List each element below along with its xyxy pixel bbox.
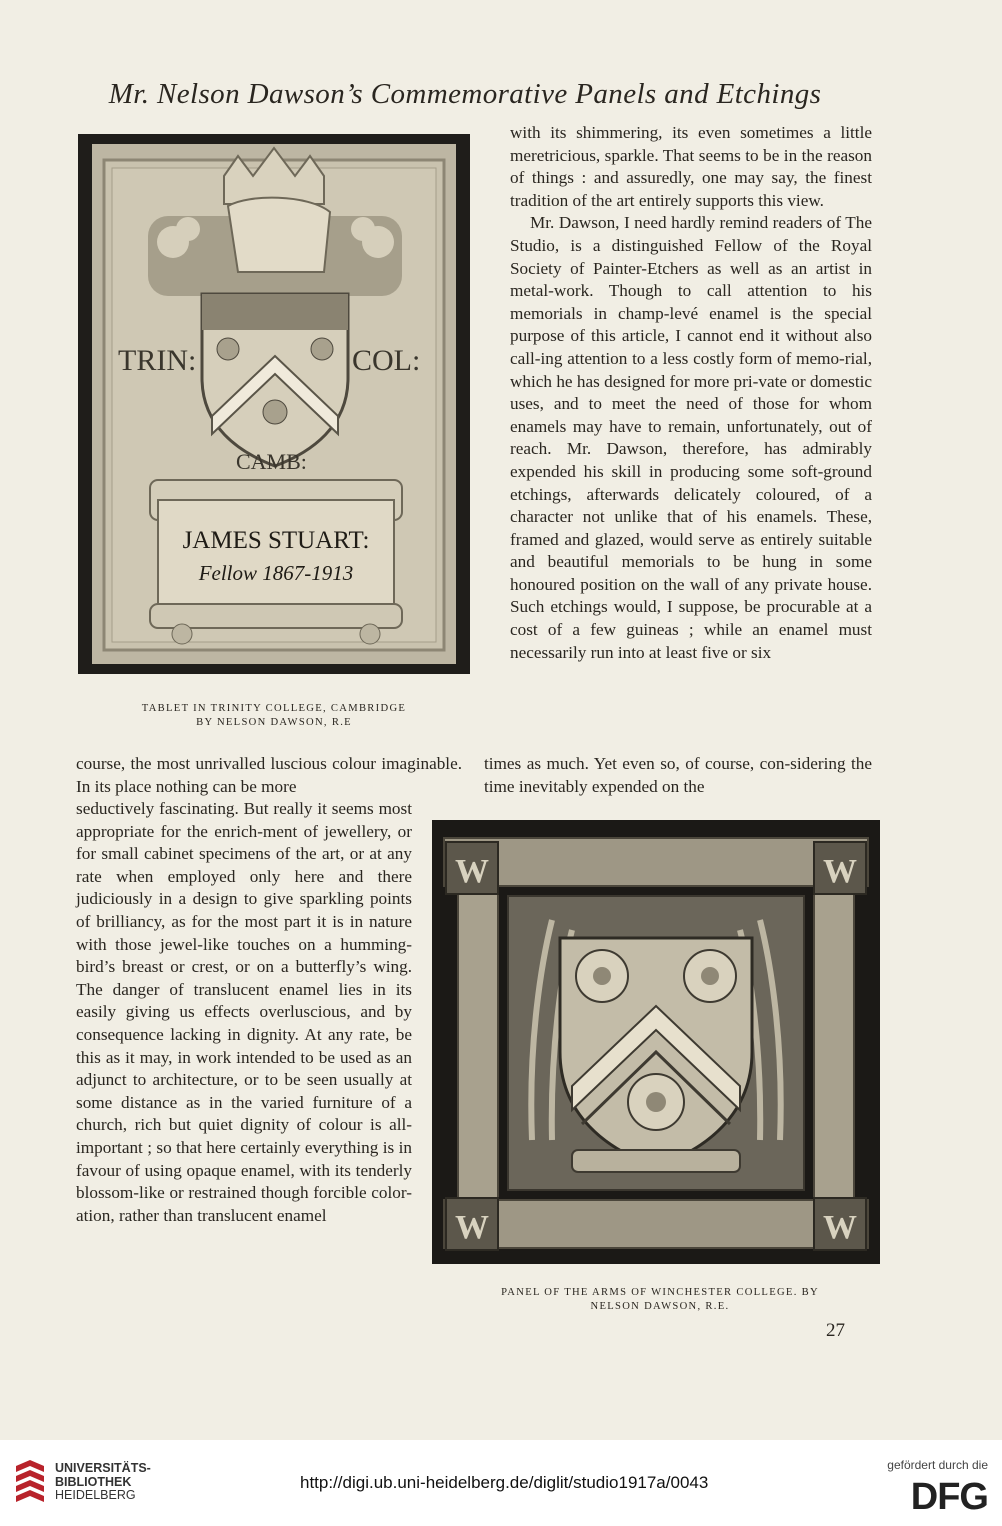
tablet-caption — [78, 702, 470, 730]
panel-caption-line-1: PANEL OF THE ARMS OF WINCHESTER COLLEGE. BY — [501, 1287, 819, 1298]
tablet-inscription-camb: CAMB: — [236, 449, 307, 474]
panel-photo — [432, 820, 880, 1264]
library-name — [55, 1462, 151, 1503]
panel-caption — [440, 1286, 880, 1314]
library-name-line: HEIDELBERG — [55, 1488, 136, 1502]
library-name-line: BIBLIOTHEK — [55, 1474, 132, 1489]
tablet-inscription-col: COL: — [352, 344, 421, 377]
panel-corner-letter: W — [823, 1209, 857, 1246]
viewer-footer — [0, 1440, 1002, 1526]
tablet-caption-line-2: BY NELSON DAWSON, R.E — [196, 717, 352, 728]
tablet-inscription-name: JAMES STUART: — [182, 527, 370, 554]
tablet-photo — [78, 134, 470, 674]
wide-right-text: times as much. Yet even so, of course, con-sidering the time inevitably expended on the — [484, 754, 872, 796]
page-number: 27 — [826, 1320, 845, 1341]
left-column-text: seductively fascinating. But really it seems most appropriate for the enrich-ment of jewellery, or for small cabinet specimens of the art, or at any rate when employed only here and there judiciously in a design to give sparkling points of brilliancy, as for the most part it is in nature with those jewel-like touches on a humming-bird’s breast or crest, or on a butterfly’s wing. The danger of translucent enamel lies in its easily giving us effects overluscious, and by consequence lacking in dignity. At any rate, be this as it may, in work intended to be used as an adjunct to architecture, or to be seen usually at some distance as in the varied furniture of a church, rich but quiet dignity of colour is all-important ; so that here certainly everything is in favour of using opaque enamel, with its tenderly blossom-like or restrained though forcible color-ation, rather than translucent enamel — [76, 799, 412, 1225]
wide-left-text: course, the most unrivalled luscious colour imaginable. In its place nothing can be more — [76, 754, 462, 796]
tablet-caption-line-1: TABLET IN TRINITY COLLEGE, CAMBRIDGE — [141, 703, 407, 714]
tablet-inscription-trin: TRIN: — [118, 344, 197, 377]
paragraph: Mr. Dawson, I need hardly remind readers of The Studio, is a distinguished Fellow of the Royal Society of Painter-Etchers as well as an artist in metal-work. Though to call attention to his memorials in champ-levé enamel is the special purpose of this article, I cannot end it without also call-ing attention to a less costly form of memo-rial, which he has designed for more pri-vate or domestic uses, and to meet the need of those for whom enamels may have to remain, unfortunately, out of reach. Mr. Dawson, therefore, has admirably expended his skill in producing some soft-ground etchings, afterwards delicately coloured, of a character not unlike that of his enamels. These, framed and glazed, would serve as entirely suitable and beautiful memorials to be hung in some honoured position on the wall of any private house. Such etchings would, I suppose, be procurable at a cost of a few guineas ; while an enamel must necessarily run into at least five or six — [510, 213, 872, 662]
panel-caption-line-2: NELSON DAWSON, R.E. — [590, 1301, 730, 1312]
panel-corner-letter: W — [823, 853, 857, 890]
paragraph: with its shimmering, its even sometimes a little meretricious, sparkle. That seems to be in the reason of things : and assuredly, one may say, the finest tradition of the art entirely supports this view. — [510, 123, 872, 210]
page-url-link[interactable]: http://digi.ub.uni-heidelberg.de/diglit/studio1917a/0043 — [300, 1473, 709, 1492]
library-name-line: UNIVERSITÄTS- — [55, 1461, 151, 1475]
running-title: Mr. Nelson Dawson’s Commemorative Panels and Etchings — [108, 78, 822, 110]
panel-corner-letter: W — [455, 1209, 489, 1246]
university-library-logo-icon — [12, 1458, 48, 1510]
funded-by-label: gefördert durch die — [887, 1458, 988, 1472]
dfg-logo: DFG — [910, 1476, 988, 1518]
right-column-text — [510, 122, 872, 664]
panel-corner-letter: W — [455, 853, 489, 890]
tablet-inscription-fellow: Fellow 1867-1913 — [198, 561, 354, 585]
